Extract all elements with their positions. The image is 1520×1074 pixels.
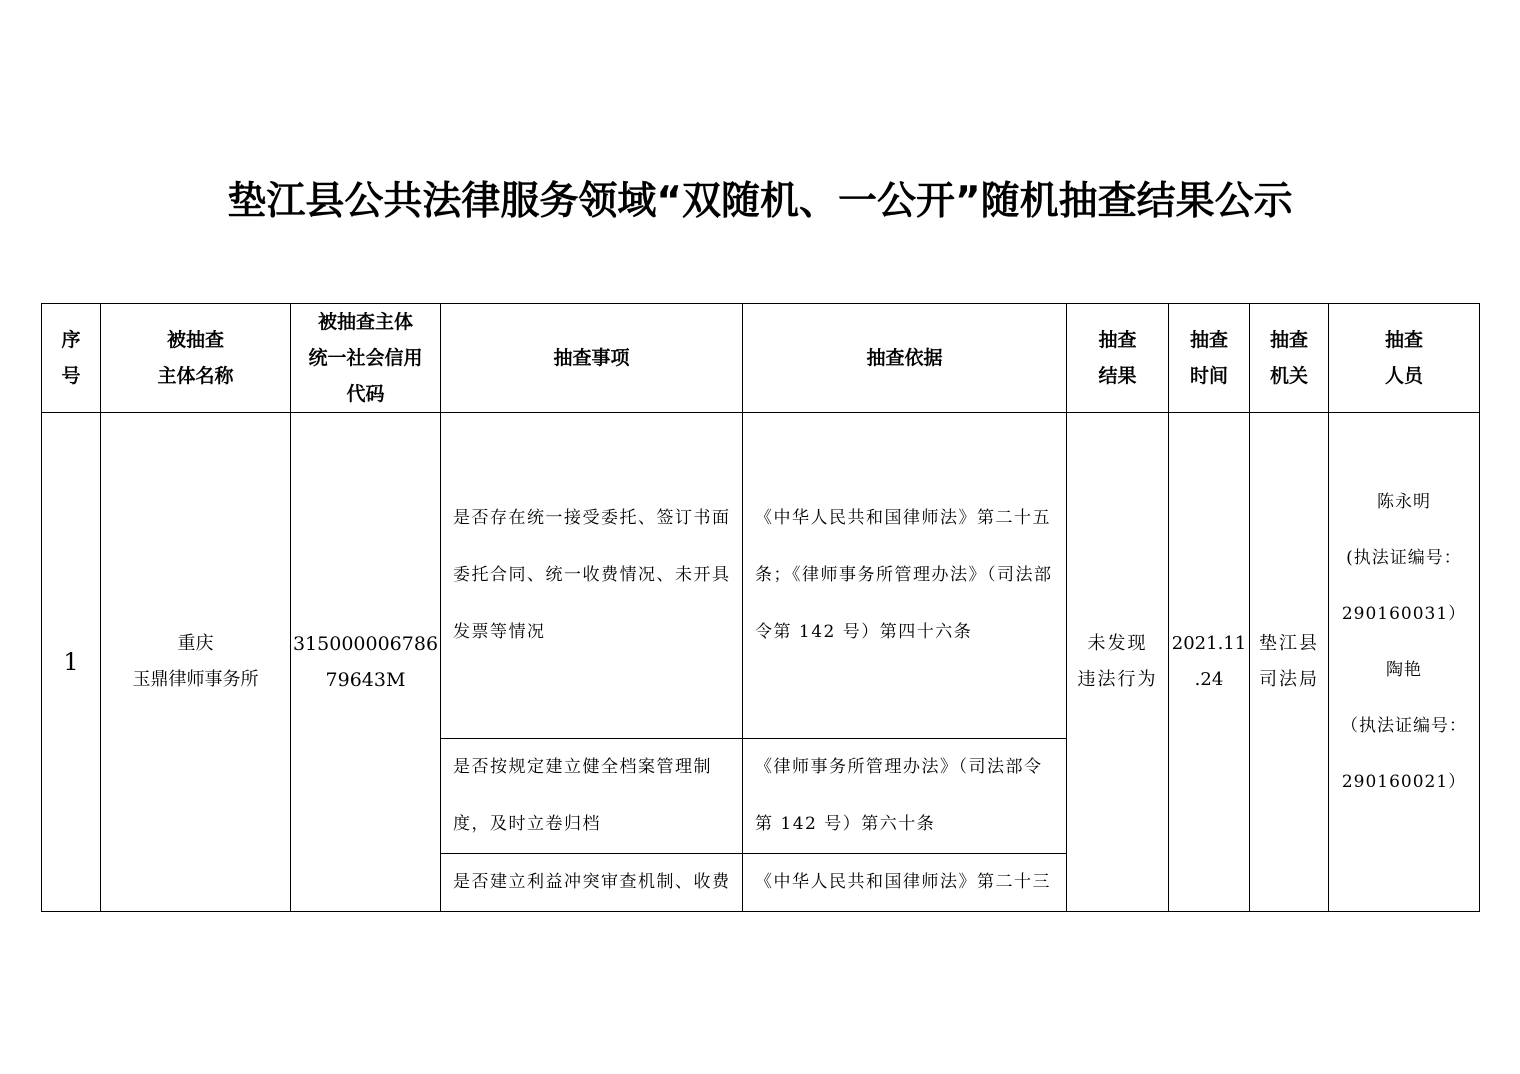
header-basis: 抽查依据 — [743, 304, 1067, 413]
cell-basis-1: 《中华人民共和国律师法》第二十五条；《律师事务所管理办法》（司法部令第 142 号）第四十六条 — [743, 413, 1067, 739]
header-people: 抽查 人员 — [1329, 304, 1480, 413]
cell-people: 陈永明 (执法证编号： 290160031） 陶艳 （执法证编号： 290160021） — [1329, 413, 1480, 912]
inspection-table — [41, 303, 1480, 912]
cell-time: 2021.11 .24 — [1169, 413, 1250, 912]
table-row — [42, 413, 1480, 739]
page-title: 垫江县公共法律服务领域“双随机、一公开”随机抽查结果公示 — [227, 179, 1293, 224]
cell-result: 未发现 违法行为 — [1067, 413, 1169, 912]
cell-name: 重庆 玉鼎律师事务所 — [101, 413, 291, 912]
cell-item-2: 是否按规定建立健全档案管理制度，及时立卷归档 — [441, 739, 743, 854]
cell-seq: 1 — [42, 413, 101, 912]
cell-basis-3: 《中华人民共和国律师法》第二十三 — [743, 854, 1067, 912]
header-org: 抽查 机关 — [1250, 304, 1329, 413]
header-seq: 序 号 — [42, 304, 101, 413]
header-item: 抽查事项 — [441, 304, 743, 413]
header-name: 被抽查 主体名称 — [101, 304, 291, 413]
cell-item-3: 是否建立利益冲突审查机制、收费 — [441, 854, 743, 912]
header-result: 抽查 结果 — [1067, 304, 1169, 413]
cell-org: 垫江县 司法局 — [1250, 413, 1329, 912]
header-code: 被抽查主体 统一社会信用 代码 — [291, 304, 441, 413]
cell-code: 315000006786 79643M — [291, 413, 441, 912]
header-time: 抽查 时间 — [1169, 304, 1250, 413]
cell-basis-2: 《律师事务所管理办法》（司法部令第 142 号）第六十条 — [743, 739, 1067, 854]
cell-item-1: 是否存在统一接受委托、签订书面委托合同、统一收费情况、未开具发票等情况 — [441, 413, 743, 739]
header-row — [42, 304, 1480, 413]
